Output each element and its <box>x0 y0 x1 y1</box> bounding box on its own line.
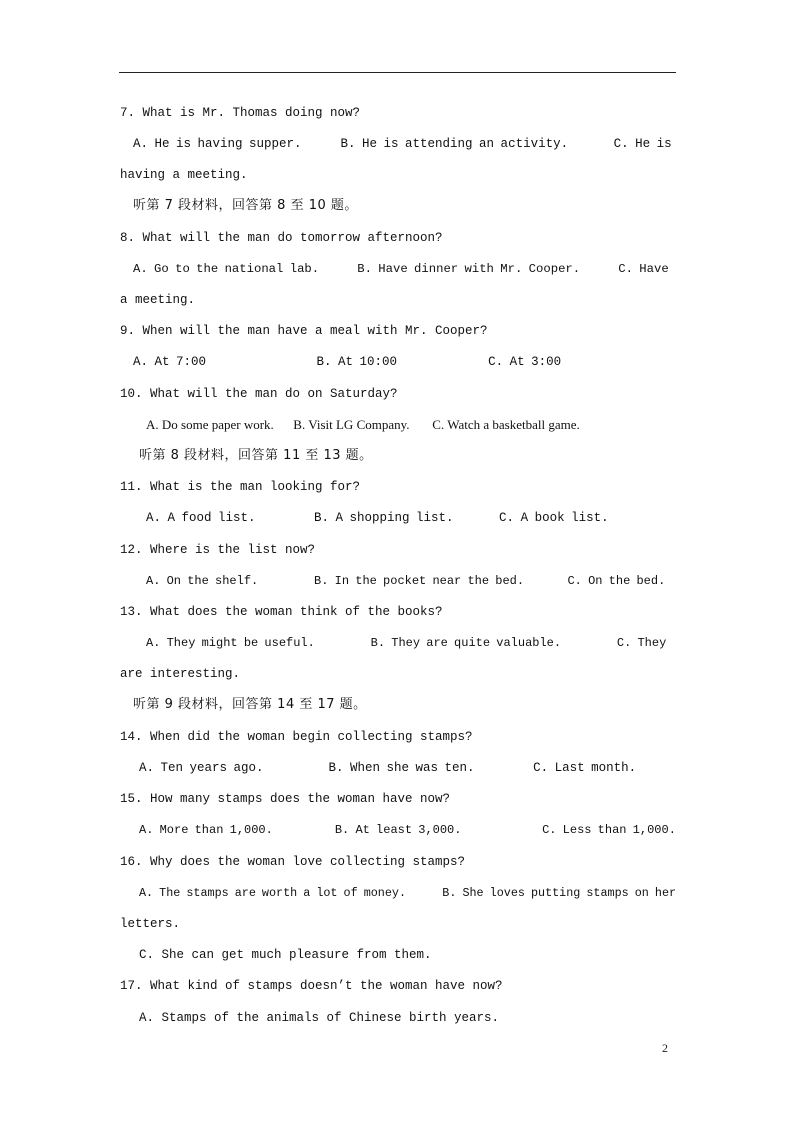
header-rule <box>119 72 676 73</box>
question-15-options: A. More than 1,000. B. At least 3,000. C. Less than 1,000. <box>139 823 676 837</box>
question-9: 9. When will the man have a meal with Mr. Cooper? <box>120 324 488 338</box>
question-12-options: A. On the shelf. B. In the pocket near the bed. C. On the bed. <box>146 574 666 588</box>
question-16-option-a-b: A. The stamps are worth a lot of money. B. She loves putting stamps on her <box>139 886 677 900</box>
question-17-option-a: A. Stamps of the animals of Chinese birth years. <box>139 1011 500 1025</box>
question-13-options-cont: are interesting. <box>120 667 241 681</box>
page-number: 2 <box>662 1041 668 1055</box>
question-8: 8. What will the man do tomorrow afternoon? <box>120 231 443 245</box>
question-14: 14. When did the woman begin collecting stamps? <box>120 730 473 744</box>
question-9-options: A. At 7:00 B. At 10:00 C. At 3:00 <box>133 355 562 369</box>
question-11: 11. What is the man looking for? <box>120 480 361 494</box>
question-12: 12. Where is the list now? <box>120 543 316 557</box>
question-17: 17. What kind of stamps doesn’t the woman have now? <box>120 979 503 993</box>
section-7-instruction: 听第 7 段材料，回答第 8 至 10 题。 <box>133 198 358 213</box>
question-16-option-c: C. She can get much pleasure from them. <box>139 948 432 962</box>
question-10: 10. What will the man do on Saturday? <box>120 387 398 401</box>
question-8-options: A. Go to the national lab. B. Have dinner with Mr. Cooper. C. Have <box>133 262 669 276</box>
question-16-options-cont: letters. <box>120 917 181 931</box>
question-7-options: A. He is having supper. B. He is attending an activity. C. He is <box>133 137 672 151</box>
question-10-options: A. Do some paper work. B. Visit LG Company. C. Watch a basketball game. <box>146 417 580 432</box>
question-14-options: A. Ten years ago. B. When she was ten. C. Last month. <box>139 761 637 775</box>
question-7-options-cont: having a meeting. <box>120 168 248 182</box>
section-9-instruction: 听第 9 段材料，回答第 14 至 17 题。 <box>133 697 367 712</box>
question-7: 7. What is Mr. Thomas doing now? <box>120 106 361 120</box>
question-15: 15. How many stamps does the woman have now? <box>120 792 451 806</box>
question-8-options-cont: a meeting. <box>120 293 196 307</box>
question-13: 13. What does the woman think of the books? <box>120 605 443 619</box>
question-11-options: A. A food list. B. A shopping list. C. A book list. <box>146 511 609 525</box>
question-16: 16. Why does the woman love collecting stamps? <box>120 855 466 869</box>
section-8-instruction: 听第 8 段材料，回答第 11 至 13 题。 <box>139 448 373 463</box>
question-13-options: A. They might be useful. B. They are quite valuable. C. They <box>146 636 667 650</box>
